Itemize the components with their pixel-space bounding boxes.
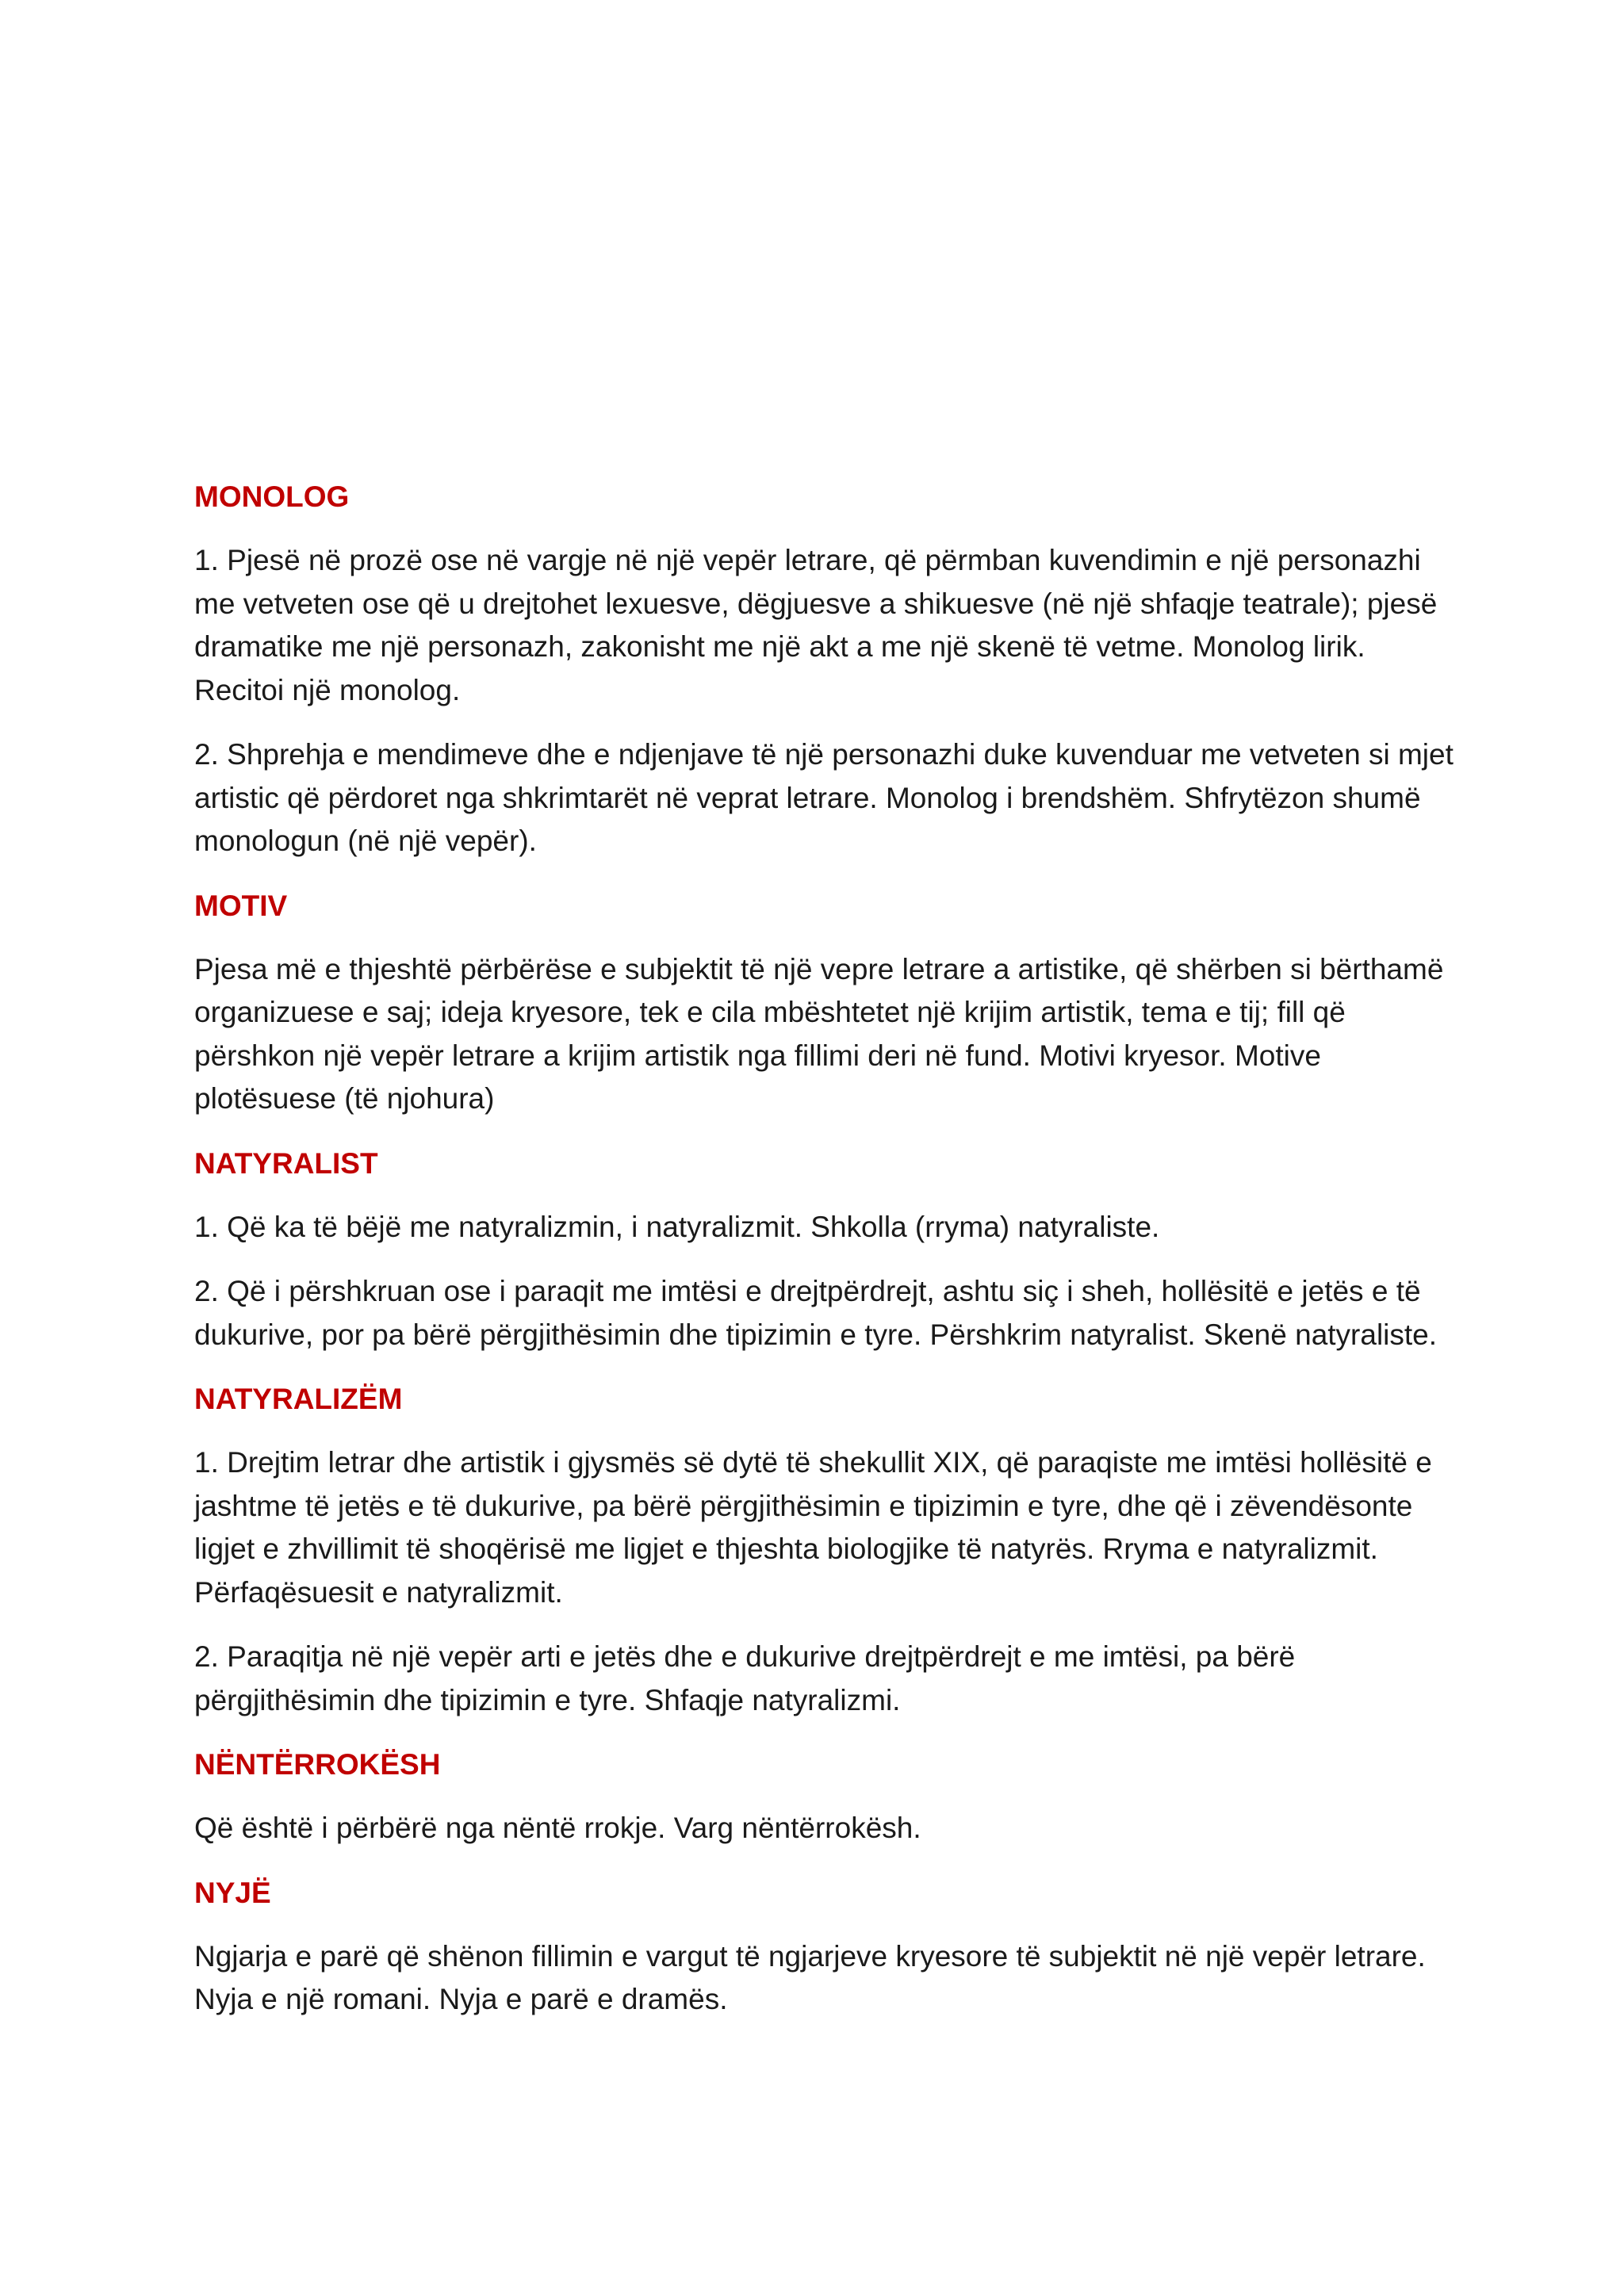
entry-paragraph: 1. Drejtim letrar dhe artistik i gjysmës së dytë të shekullit XIX, që paraqiste me imtësi hollësitë e jashtme të jetës e të dukurive, pa bërë përgjithësimin e tipizimin e tyre, dhe që i zëvendësonte ligjet e zhvillimit të shoqërisë me ligjet e thjeshta biologjike të natyrës. Rryma e natyralizmit. Përfaqësuesit e natyralizmit. [194, 1446, 1432, 1609]
entry-natyralist [194, 1142, 1455, 1357]
entry-nyje [194, 1872, 1455, 2022]
entry-paragraph: 2. Që i përshkruan ose i paraqit me imtësi e drejtpërdrejt, ashtu siç i sheh, hollësitë e jetës e të dukurive, por pa bërë përgjithësimin dhe tipizimin e tyre. Përshkrim natyralist. Skenë natyraliste. [194, 1275, 1438, 1351]
entry-paragraph: Pjesa më e thjeshtë përbërëse e subjektit të një vepre letrare a artistike, që shërben si bërthamë organizuese e saj; ideja kryesore, tek e cila mbështetet një krijim artistik, tema e tij; fill që përshkon një vepër letrare a krijim artistik nga fillimi deri në fund. Motivi kryesor. Motive plotësuese (të njohura) [194, 952, 1444, 1115]
entry-monolog [194, 476, 1455, 863]
entry-term: NATYRALIST [194, 1146, 378, 1180]
entry-term: MONOLOG [194, 480, 350, 513]
entry-paragraph: 2. Paraqitja në një vepër arti e jetës dhe e dukurive drejtpërdrejt e me imtësi, pa bërë përgjithësimin dhe tipizimin e tyre. Shfaqje natyralizmi. [194, 1640, 1296, 1716]
entry-paragraph: Ngjarja e parë që shënon fillimin e vargut të ngjarjeve kryesore të subjektit në një vepër letrare. Nyja e një romani. Nyja e parë e dramës. [194, 1939, 1426, 2015]
entry-paragraph: 2. Shprehja e mendimeve dhe e ndjenjave të një personazhi duke kuvenduar me vetveten si mjet artistic që përdoret nga shkrimtarët në veprat letrare. Monolog i brendshëm. Shfrytëzon shumë monologun (në një vepër). [194, 738, 1454, 857]
entry-nenterrokesh [194, 1743, 1455, 1850]
entry-term: NYJË [194, 1876, 271, 1909]
entry-term: MOTIV [194, 889, 288, 922]
entry-natyralizem [194, 1378, 1455, 1722]
entry-term: NËNTËRROKËSH [194, 1748, 441, 1781]
entry-term: NATYRALIZËM [194, 1383, 403, 1415]
entry-paragraph: Që është i përbërë nga nëntë rrokje. Varg nëntërrokësh. [194, 1812, 921, 1844]
entry-paragraph: 1. Pjesë në prozë ose në vargje në një vepër letrare, që përmban kuvendimin e një personazhi me vetveten ose që u drejtohet lexuesve, dëgjuesve a shikuesve (në një shfaqje teatrale); pjesë dramatike me një personazh, zakonisht me një akt a me një skenë të vetme. Monolog lirik. Recitoi një monolog. [194, 544, 1438, 706]
entry-motiv [194, 885, 1455, 1121]
glossary-content [194, 476, 1455, 2043]
entry-paragraph: 1. Që ka të bëjë me natyralizmin, i natyralizmit. Shkolla (rryma) natyraliste. [194, 1210, 1160, 1243]
